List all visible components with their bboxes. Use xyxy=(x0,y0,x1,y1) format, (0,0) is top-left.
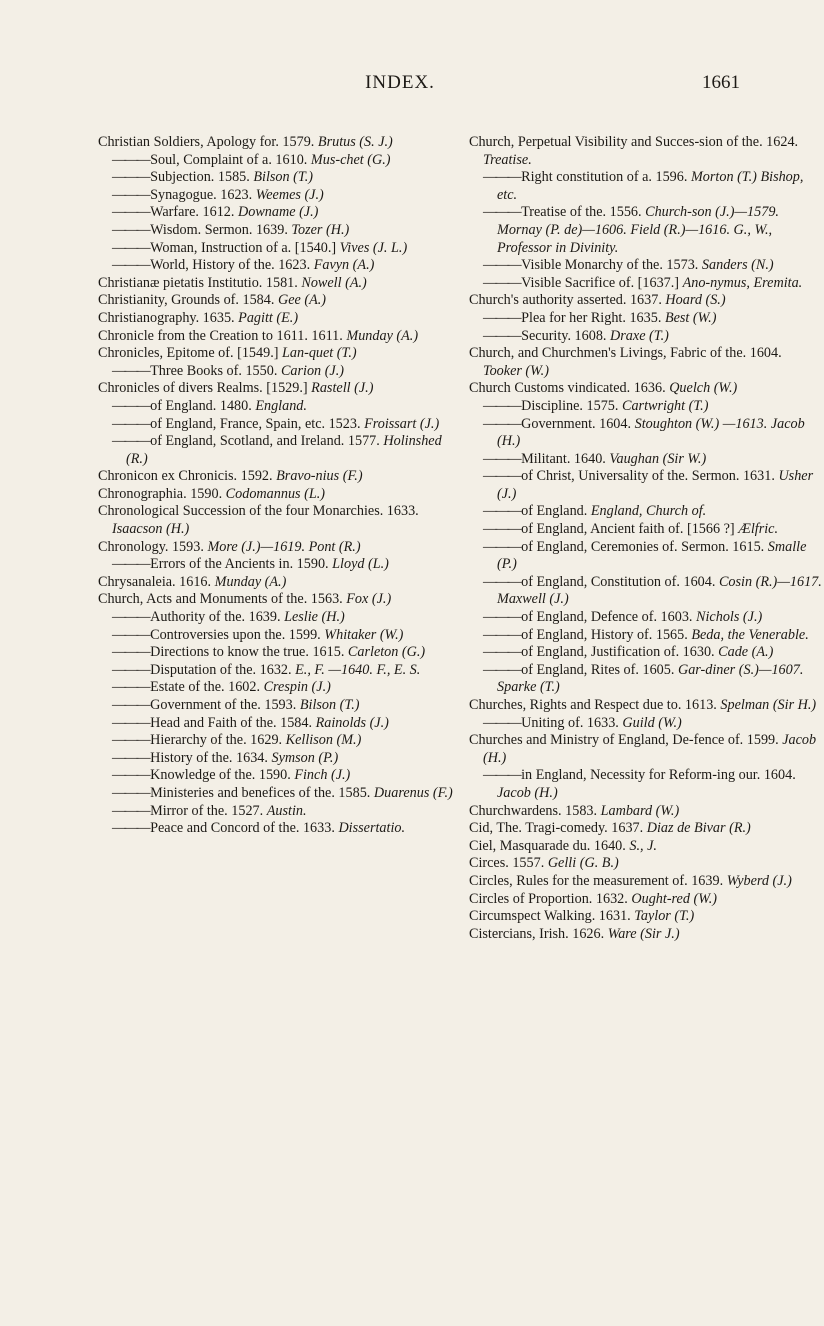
page-title: INDEX. xyxy=(365,72,435,93)
entry-author: Carleton (G.) xyxy=(347,644,426,661)
entry-author: Rainolds (J.) xyxy=(315,714,389,731)
index-entry xyxy=(469,204,824,257)
entry-author: Downame (J.) xyxy=(238,204,319,221)
index-entry xyxy=(98,644,453,662)
index-entry xyxy=(469,891,824,909)
index-entry xyxy=(98,433,453,468)
entry-author: Dissertatio. xyxy=(338,820,406,837)
entry-text: of England, Scotland, and Ireland. 1577. xyxy=(150,433,384,450)
entry-text: of England, Constitution of. 1604. xyxy=(521,573,719,590)
entry-author: Quelch (W.) xyxy=(669,380,738,397)
entry-author: Vaughan (Sir W.) xyxy=(609,450,707,467)
entry-author: Lloyd (L.) xyxy=(332,556,389,573)
index-entry xyxy=(469,644,824,662)
entry-author: Mus-chet (G.) xyxy=(310,151,391,168)
index-entry xyxy=(98,627,453,645)
entry-text: Ciel, Masquarade du. 1640. xyxy=(469,837,630,854)
index-entry xyxy=(469,310,824,328)
entry-text: Church, and Churchmen's Livings, Fabric of the. 1604. xyxy=(469,345,782,362)
entry-author: Cartwright (T.) xyxy=(622,397,709,414)
entry-author: Jacob (H.) xyxy=(483,732,817,766)
entry-text: Head and Faith of the. 1584. xyxy=(150,714,316,731)
entry-author: Hoard (S.) xyxy=(665,292,726,309)
index-entry xyxy=(469,416,824,451)
index-entry xyxy=(98,697,453,715)
index-entry xyxy=(469,715,824,733)
entry-author: Diaz de Bivar (R.) xyxy=(646,820,751,837)
entry-author: Munday (A.) xyxy=(346,327,419,344)
entry-text: Knowledge of the. 1590. xyxy=(150,767,295,784)
index-entry xyxy=(469,838,824,856)
index-entry xyxy=(98,398,453,416)
index-entry xyxy=(469,697,824,715)
entry-author: Rastell (J.) xyxy=(311,380,374,397)
entry-text: Disputation of the. 1632. xyxy=(150,661,296,678)
index-entry xyxy=(98,187,453,205)
entry-text: Three Books of. 1550. xyxy=(150,362,281,379)
entry-text: Visible Sacrifice of. [1637.] xyxy=(521,274,683,291)
index-entry xyxy=(98,486,453,504)
entry-text: Cistercians, Irish. 1626. xyxy=(469,925,608,942)
index-entry xyxy=(469,767,824,802)
entry-author: Munday (A.) xyxy=(214,573,287,590)
entry-author: Crespin (J.) xyxy=(263,679,331,696)
index-entry xyxy=(469,732,824,767)
entry-text: Right constitution of a. 1596. xyxy=(521,169,691,186)
entry-text: Chronographia. 1590. xyxy=(98,485,226,502)
entry-text: Circes. 1557. xyxy=(469,855,548,872)
entry-text: Christianæ pietatis Institutio. 1581. xyxy=(98,274,302,291)
entry-text: in England, Necessity for Reform-ing our. 1604. xyxy=(521,767,796,784)
entry-author: Church-son (J.)—1579. Mornay (P. de)—1606. Field (R.)—1616. G., W., Professor in Divinity. xyxy=(497,204,779,256)
entry-author: Cosin (R.)—1617. Maxwell (J.) xyxy=(497,573,822,608)
index-entry xyxy=(98,222,453,240)
index-entry xyxy=(469,908,824,926)
index-entry xyxy=(98,204,453,222)
entry-text: of England, Defence of. 1603. xyxy=(521,609,697,626)
index-entry xyxy=(98,574,453,592)
index-entry xyxy=(98,345,453,363)
entry-text: Churches and Ministry of England, De-fence of. 1599. xyxy=(469,732,783,749)
entry-author: Isaacson (H.) xyxy=(112,521,190,538)
entry-text: Plea for her Right. 1635. xyxy=(521,309,665,326)
entry-author: Gelli (G. B.) xyxy=(547,855,619,872)
entry-author: Lambard (W.) xyxy=(600,802,680,819)
index-entry xyxy=(98,363,453,381)
entry-text: Circles, Rules for the measurement of. 1639. xyxy=(469,872,727,889)
entry-text: History of the. 1634. xyxy=(150,749,272,766)
index-entry xyxy=(98,240,453,258)
entry-author: Guild (W.) xyxy=(622,714,682,731)
index-entry xyxy=(469,662,824,697)
entry-author: E., F. —1640. F., E. S. xyxy=(295,661,421,678)
index-entry xyxy=(469,398,824,416)
entry-text: World, History of the. 1623. xyxy=(150,257,314,274)
entry-author: Stoughton (W.) —1613. Jacob (H.) xyxy=(497,415,805,450)
entry-author: Taylor (T.) xyxy=(634,908,695,925)
index-entry xyxy=(469,451,824,469)
entry-text: Chronicles of divers Realms. [1529.] xyxy=(98,380,312,397)
entry-author: Gar-diner (S.)—1607. Sparke (T.) xyxy=(497,661,804,696)
entry-text: Peace and Concord of the. 1633. xyxy=(150,820,339,837)
entry-author: Carion (J.) xyxy=(280,362,344,379)
entry-text: Authority of the. 1639. xyxy=(150,609,285,626)
entry-text: Woman, Instruction of a. [1540.] xyxy=(150,239,340,256)
entry-author: Duarenus (F.) xyxy=(373,784,453,801)
entry-author: Tooker (W.) xyxy=(483,362,549,379)
entry-text: Christian Soldiers, Apology for. 1579. xyxy=(98,134,318,150)
index-entry xyxy=(98,732,453,750)
entry-author: Ought-red (W.) xyxy=(631,890,717,907)
index-entry xyxy=(469,803,824,821)
entry-author: Nichols (J.) xyxy=(696,609,763,626)
entry-text: of Christ, Universality of the. Sermon. 1631. xyxy=(521,468,779,485)
entry-author: Beda, the Venerable. xyxy=(691,626,809,643)
index-entry xyxy=(98,134,453,152)
index-entry xyxy=(98,767,453,785)
index-entry xyxy=(469,627,824,645)
entry-author: More (J.)—1619. Pont (R.) xyxy=(207,538,361,555)
index-entry xyxy=(98,169,453,187)
entry-text: Ministeries and benefices of the. 1585. xyxy=(150,784,374,801)
index-entry xyxy=(469,503,824,521)
entry-text: Controversies upon the. 1599. xyxy=(150,626,325,643)
entry-author: Finch (J.) xyxy=(294,767,351,784)
index-entry xyxy=(469,257,824,275)
entry-text: Church, Acts and Monuments of the. 1563. xyxy=(98,591,347,608)
index-entry xyxy=(98,556,453,574)
entry-text: Estate of the. 1602. xyxy=(150,679,264,696)
entry-author: Leslie (H.) xyxy=(284,609,345,626)
entry-author: Tozer (H.) xyxy=(291,221,350,238)
entry-text: Church, Perpetual Visibility and Succes-sion of the. 1624. xyxy=(469,134,799,150)
index-entry xyxy=(98,292,453,310)
index-entry xyxy=(469,345,824,380)
entry-text: Synagogue. 1623. xyxy=(150,186,256,203)
entry-text: Security. 1608. xyxy=(521,327,611,344)
index-entry xyxy=(469,855,824,873)
entry-author: Ælfric. xyxy=(738,521,779,538)
index-entry xyxy=(98,416,453,434)
index-entry xyxy=(98,662,453,680)
entry-text: Directions to know the true. 1615. xyxy=(150,644,348,661)
index-column-right xyxy=(469,134,824,943)
entry-text: Chronicon ex Chronicis. 1592. xyxy=(98,468,277,485)
entry-text: Wisdom. Sermon. 1639. xyxy=(150,221,292,238)
entry-text: of England, Justification of. 1630. xyxy=(521,644,719,661)
entry-text: Circumspect Walking. 1631. xyxy=(469,908,635,925)
index-entry xyxy=(98,820,453,838)
index-entry xyxy=(469,521,824,539)
entry-text: Soul, Complaint of a. 1610. xyxy=(150,151,311,168)
index-column-left xyxy=(98,134,453,838)
entry-author: England, Church of. xyxy=(590,503,707,520)
index-entry xyxy=(469,380,824,398)
entry-text: Circles of Proportion. 1632. xyxy=(469,890,632,907)
index-entry xyxy=(98,803,453,821)
entry-text: Christianography. 1635. xyxy=(98,309,239,326)
entry-author: Bilson (T.) xyxy=(299,697,360,713)
entry-author: Bilson (T.) xyxy=(253,169,313,186)
entry-author: Draxe (T.) xyxy=(610,327,669,344)
page-header xyxy=(0,72,800,102)
index-entry xyxy=(98,609,453,627)
index-entry xyxy=(98,785,453,803)
entry-text: of England, France, Spain, etc. 1523. xyxy=(150,415,365,432)
entry-author: Whitaker (W.) xyxy=(324,626,404,643)
entry-text: of England, History of. 1565. xyxy=(521,626,692,643)
page-number: 1661 xyxy=(702,72,740,93)
entry-author: Usher (J.) xyxy=(497,468,814,502)
index-entry xyxy=(469,292,824,310)
entry-author: Kellison (M.) xyxy=(285,732,362,749)
index-entry xyxy=(98,468,453,486)
index-entry xyxy=(98,679,453,697)
index-entry xyxy=(469,134,824,169)
entry-text: of England. xyxy=(521,503,591,520)
index-entry xyxy=(98,750,453,768)
entry-text: Chrysanaleia. 1616. xyxy=(98,573,215,590)
index-entry xyxy=(469,328,824,346)
entry-text: Visible Monarchy of the. 1573. xyxy=(521,257,702,274)
entry-author: Brutus (S. J.) xyxy=(317,134,393,150)
index-entry xyxy=(98,310,453,328)
index-entry xyxy=(469,820,824,838)
entry-text: Chronological Succession of the four Monarchies. 1633. xyxy=(98,503,419,520)
index-entry xyxy=(469,539,824,574)
entry-text: Hierarchy of the. 1629. xyxy=(150,732,286,749)
index-entry xyxy=(469,873,824,891)
index-entry xyxy=(469,926,824,944)
entry-text: Mirror of the. 1527. xyxy=(150,802,267,819)
index-entry xyxy=(98,539,453,557)
entry-text: Government. 1604. xyxy=(521,415,635,432)
entry-author: Froissart (J.) xyxy=(364,415,440,432)
entry-text: Chronology. 1593. xyxy=(98,538,208,555)
index-entry xyxy=(98,380,453,398)
index-entry xyxy=(98,503,453,538)
entry-author: Spelman (Sir H.) xyxy=(720,697,817,713)
entry-author: Bravo-nius (F.) xyxy=(276,468,363,485)
entry-author: Pagitt (E.) xyxy=(238,309,299,326)
entry-author: Vives (J. L.) xyxy=(339,239,408,256)
index-entry xyxy=(469,275,824,293)
entry-text: Chronicles, Epitome of. [1549.] xyxy=(98,345,283,362)
entry-text: Treatise of the. 1556. xyxy=(521,204,646,221)
entry-text: Government of the. 1593. xyxy=(150,697,300,713)
entry-author: Morton (T.) Bishop, etc. xyxy=(497,169,804,203)
index-entry xyxy=(469,169,824,204)
entry-author: S., J. xyxy=(629,837,657,854)
index-entry xyxy=(98,257,453,275)
index-entry xyxy=(469,609,824,627)
entry-text: Subjection. 1585. xyxy=(150,169,254,186)
entry-author: Symson (P.) xyxy=(271,749,339,766)
entry-text: Warfare. 1612. xyxy=(150,204,238,221)
entry-author: Sanders (N.) xyxy=(701,257,774,274)
entry-text: of England, Rites of. 1605. xyxy=(521,661,678,678)
index-entry xyxy=(98,328,453,346)
entry-author: Wyberd (J.) xyxy=(726,872,792,889)
entry-text: Churchwardens. 1583. xyxy=(469,802,601,819)
index-entry xyxy=(98,152,453,170)
index-entry xyxy=(469,574,824,609)
entry-author: Codomannus (L.) xyxy=(225,485,325,502)
entry-text: Militant. 1640. xyxy=(521,450,610,467)
entry-text: of England, Ancient faith of. [1566 ?] xyxy=(521,521,739,538)
index-entry xyxy=(469,468,824,503)
entry-author: Holinshed (R.) xyxy=(126,433,442,467)
index-entry xyxy=(98,275,453,293)
entry-author: England. xyxy=(255,397,307,414)
entry-text: Churches, Rights and Respect due to. 1613. xyxy=(469,697,721,713)
entry-text: Uniting of. 1633. xyxy=(521,714,623,731)
entry-text: Christianity, Grounds of. 1584. xyxy=(98,292,278,309)
entry-text: Cid, The. Tragi-comedy. 1637. xyxy=(469,820,647,837)
entry-author: Treatise. xyxy=(483,151,532,168)
entry-author: Jacob (H.) xyxy=(497,784,558,801)
entry-author: Weemes (J.) xyxy=(255,186,324,203)
entry-author: Cade (A.) xyxy=(718,644,774,661)
entry-text: of England, Ceremonies of. Sermon. 1615. xyxy=(521,538,768,555)
entry-author: Favyn (A.) xyxy=(313,257,375,274)
entry-author: Ware (Sir J.) xyxy=(607,925,680,942)
entry-text: of England. 1480. xyxy=(150,397,256,414)
entry-author: Smalle (P.) xyxy=(497,538,807,573)
entry-author: Nowell (A.) xyxy=(301,274,367,291)
entry-text: Church Customs vindicated. 1636. xyxy=(469,380,670,397)
index-entry xyxy=(98,591,453,609)
entry-author: Best (W.) xyxy=(664,309,717,326)
entry-author: Fox (J.) xyxy=(346,591,392,608)
index-entry xyxy=(98,715,453,733)
entry-author: Lan-quet (T.) xyxy=(282,345,357,362)
entry-author: Gee (A.) xyxy=(277,292,327,309)
entry-author: Ano-nymus, Eremita. xyxy=(682,274,803,291)
entry-text: Discipline. 1575. xyxy=(521,397,622,414)
entry-text: Chronicle from the Creation to 1611. 1611. xyxy=(98,327,347,344)
entry-author: Austin. xyxy=(266,802,307,819)
entry-text: Church's authority asserted. 1637. xyxy=(469,292,666,309)
entry-text: Errors of the Ancients in. 1590. xyxy=(150,556,333,573)
